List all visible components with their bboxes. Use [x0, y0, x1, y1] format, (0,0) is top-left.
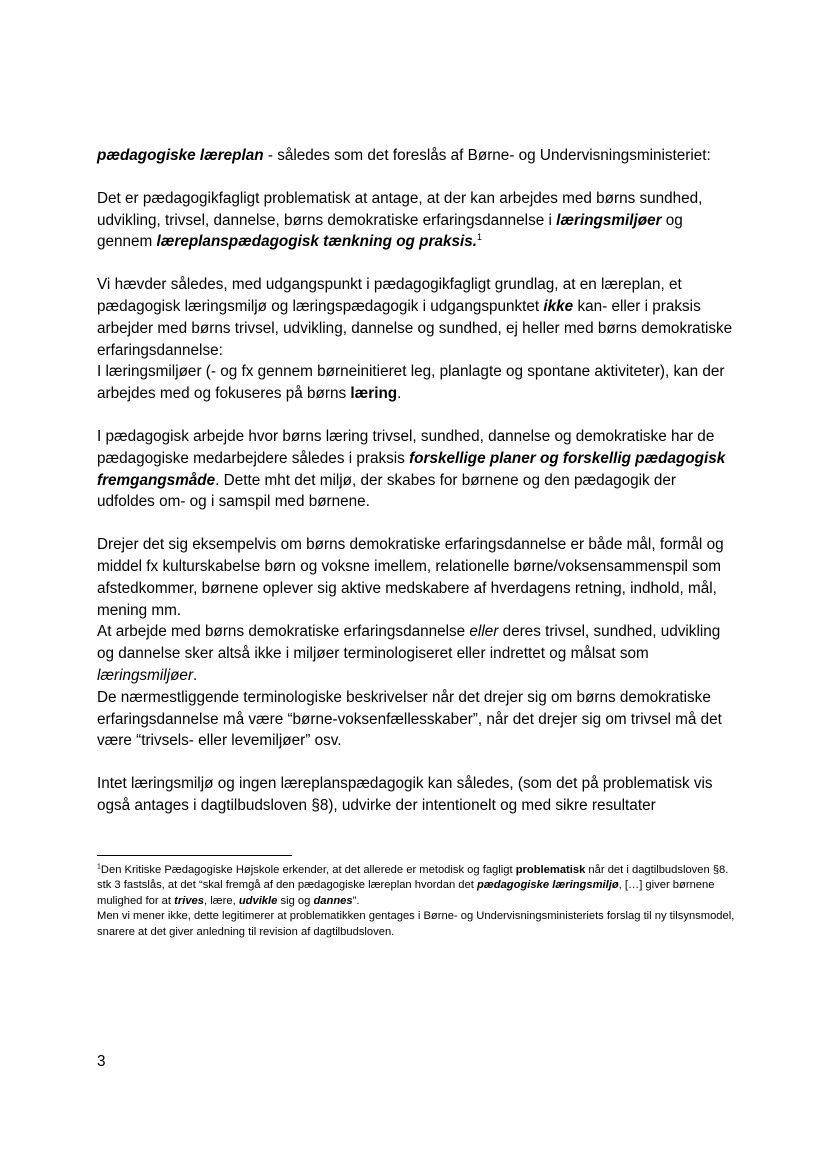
- document-page: [97, 145, 737, 817]
- text-run: At arbejde med børns demokratiske erfaringsdannelse: [97, 623, 470, 641]
- text-run: deres trivsel, sundhed, udvikling og dannelse sker altså ikke i miljøer terminologiseret eller indrettet og målsat som: [97, 623, 721, 663]
- emphasis-text: [556, 212, 661, 229]
- text-run: Den Kritiske Pædagogiske Højskole erkender, at det allerede er metodisk og fagligt: [100, 864, 516, 876]
- emphasis-text: læreplanspædagogisk tænkning og praksis.: [156, 233, 477, 251]
- footnote: [97, 863, 737, 940]
- body-text: [97, 145, 737, 817]
- emphasis-text: [97, 147, 264, 164]
- text-run: ”.: [352, 894, 360, 907]
- text-run: , lære,: [203, 894, 239, 907]
- footnote-marker: 1: [476, 232, 482, 243]
- text-run: Det er pædagogikfagligt problematisk at antage, at der kan arbejdes med børns sundhed, udvikling, trivsel, dannelse, børns demokratiske erfaringsdannelse i: [97, 189, 703, 229]
- paragraph-6: [97, 773, 737, 817]
- paragraph-3: [97, 274, 737, 405]
- text-run: Vi hævder således, med udgangspunkt i pædagogikfagligt grundlag, at en læreplan, et pædagogisk læringsmiljø og læringspædagogik i udgangspunktet: [97, 276, 682, 315]
- emphasis-text: pædagogiske læringsmiljø: [476, 879, 619, 892]
- emphasis-text: læringsmiljøer: [97, 666, 194, 684]
- paragraph-1: [97, 145, 737, 167]
- text-run: sig og: [277, 894, 314, 907]
- text-run: , […] giver børnene mulighed for at: [97, 879, 715, 907]
- emphasis-text: [239, 895, 278, 907]
- emphasis-text: dannes: [313, 894, 353, 907]
- emphasis-text: pædagogiske læreplan: [97, 147, 264, 164]
- text-run: I pædagogisk arbejde hvor børns læring trivsel, sundhed, dannelse og demokratiske har de pædagogiske medarbejdere således i praksis: [97, 427, 715, 467]
- emphasis-text: [157, 233, 477, 250]
- text-run: - således som det foreslås af Børne- og Undervisningsministeriet:: [263, 147, 711, 164]
- emphasis-text: [313, 895, 352, 907]
- emphasis-text: eller: [469, 623, 499, 641]
- text-run: . Dette mht det miljø, der skabes for børnene og den pædagogik der udfoldes om- og i samspil med børnene.: [97, 471, 677, 511]
- page-number: 3: [97, 1053, 106, 1070]
- paragraph-5: [97, 534, 737, 752]
- paragraph-2: [97, 188, 737, 253]
- emphasis-text: læring: [350, 385, 398, 403]
- footnote-marker: 1: [97, 863, 101, 871]
- emphasis-text: trives: [174, 894, 204, 907]
- emphasis-text: udvikle: [238, 894, 278, 907]
- paragraph-4: [97, 426, 737, 513]
- text-run: .: [397, 385, 402, 403]
- text-run: Intet læringsmiljø og ingen læreplanspædagogik kan således, (som det på problematisk vis også antages i dagtilbudsloven §8), udvirke der intentionelt og med sikre resultater: [97, 775, 713, 814]
- emphasis-text: forskellige planer og forskellig pædagogisk fremgangsmåde: [97, 449, 726, 489]
- emphasis-text: [543, 298, 573, 315]
- text-run: kan- eller i praksis arbejder med børns trivsel, udvikling, dannelse og sundhed, ej heller med børns demokratiske erfaringsdannelse:: [97, 297, 733, 359]
- text-run: og gennem: [97, 211, 683, 251]
- text-run: når det i dagtilbudsloven §8. stk 3 fastslås, at det “skal fremgå af den pædagogiske læreplan hvordan det: [97, 864, 729, 892]
- text-run: Drejer det sig eksempelvis om børns demokratiske erfaringsdannelse er både mål, formål og middel fx kulturskabelse børn og voksne imellem, relationelle børne/voksensammenspil som afstedkommer, børnene oplever sig aktive medskabere af hverdagens retning, indhold, mål, mening mm.: [97, 536, 724, 619]
- footnote-separator: [97, 855, 292, 856]
- emphasis-text: ikke: [543, 297, 574, 315]
- text-run: De nærmestliggende terminologiske beskrivelser når det drejer sig om børns demokratiske erfaringsdannelse må være “børne-voksenfællesskaber”, når det drejer sig om trivsel må det være “trivsels- eller levemiljøer” osv.: [97, 688, 722, 750]
- emphasis-text: læringsmiljøer: [556, 211, 662, 229]
- emphasis-text: problematisk: [515, 864, 586, 876]
- text-run: .: [193, 666, 198, 684]
- text-run: Men vi mener ikke, dette legitimerer at problematikken gentages i Børne- og Undervisningsministeriets forslag til ny tilsynsmodel, snarere at det giver anledning til revision af dagtilbudsloven.: [97, 910, 735, 938]
- emphasis-text: [174, 895, 204, 907]
- text-run: I læringsmiljøer (- og fx gennem børneinitieret leg, planlagte og spontane aktiviteter), kan der arbejdes med og fokuseres på børns: [97, 363, 725, 403]
- emphasis-text: [477, 879, 619, 891]
